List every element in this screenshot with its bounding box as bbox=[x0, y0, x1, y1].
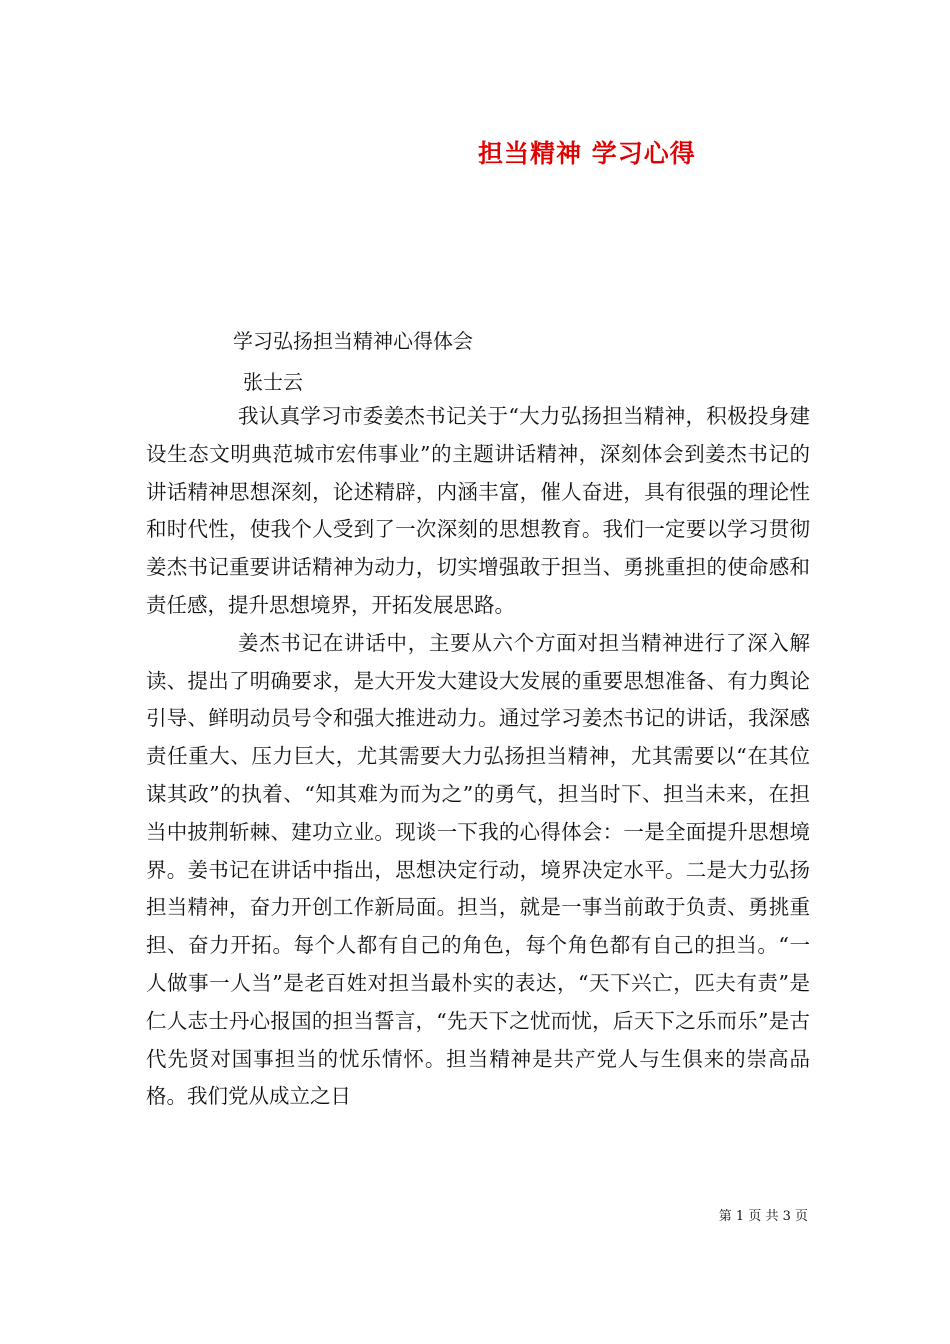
page-number-footer: 第 1 页 共 3 页 bbox=[718, 1209, 808, 1224]
document-title: 担当精神 学习心得 bbox=[478, 139, 696, 168]
article-author: 张士云 bbox=[243, 370, 303, 394]
article-body bbox=[146, 398, 810, 1116]
paragraph-2: 姜杰书记在讲话中，主要从六个方面对担当精神进行了深入解读、提出了明确要求，是大开发大建设大发展的重要思想准备、有力舆论引导、鲜明动员号令和强大推进动力。通过学习姜杰书记的讲话，我深感责任重大、压力巨大，尤其需要大力弘扬担当精神，尤其需要以“在其位谋其政”的执着、“知其难为而为之”的勇气，担当时下、担当未来，在担当中披荆斩棘、建功立业。现谈一下我的心得体会：一是全面提升思想境界。姜书记在讲话中指出，思想决定行动，境界决定水平。二是大力弘扬担当精神，奋力开创工作新局面。担当，就是一事当前敢于负责、勇挑重担、奋力开拓。每个人都有自己的角色，每个角色都有自己的担当。“一人做事一人当”是老百姓对担当最朴实的表达，“天下兴亡，匹夫有责”是仁人志士丹心报国的担当誓言，“先天下之忧而忧，后天下之乐而乐”是古代先贤对国事担当的忧乐情怀。担当精神是共产党人与生俱来的崇高品格。我们党从成立之日 bbox=[146, 630, 810, 1109]
paragraph-1: 我认真学习市委姜杰书记关于“大力弘扬担当精神，积极投身建设生态文明典范城市宏伟事业”的主题讲话精神，深刻体会到姜杰书记的讲话精神思想深刻，论述精辟，内涵丰富，催人奋进，具有很强的理论性和时代性，使我个人受到了一次深刻的思想教育。我们一定要以学习贯彻姜杰书记重要讲话精神为动力，切实增强敢于担当、勇挑重担的使命感和责任感，提升思想境界，开拓发展思路。 bbox=[146, 404, 810, 617]
article-subtitle: 学习弘扬担当精神心得体会 bbox=[233, 329, 473, 353]
